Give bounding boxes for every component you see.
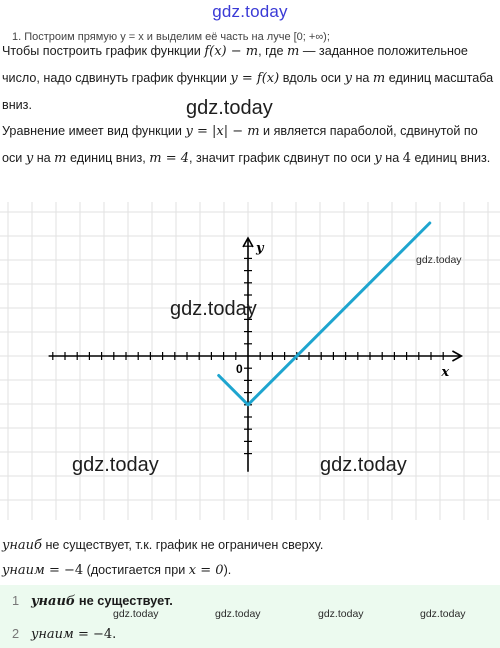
math-fx: f(x) − m [204, 44, 259, 59]
math-value: = −4. [73, 627, 117, 642]
math-ymax: yнаиб [31, 594, 76, 609]
text: не существует. [75, 593, 173, 608]
math-m: m [372, 71, 386, 86]
max-statement [2, 538, 323, 553]
watermark: gdz.today [416, 254, 462, 266]
text: вдоль оси [279, 71, 345, 85]
math-ymax: yнаиб [2, 538, 42, 553]
answers-panel [0, 585, 500, 648]
text: единиц вниз. [411, 151, 491, 165]
math-y: y [344, 71, 352, 86]
cut-off-line: 1. Построим прямую y = x и выделим её часть на луче [0; +∞); [12, 31, 330, 43]
watermark: gdz.today [320, 454, 407, 476]
watermark: gdz.today [72, 454, 159, 476]
answer-text [31, 626, 116, 642]
math-x-zero: x = 0 [188, 563, 224, 578]
answer-number: 1 [12, 593, 20, 608]
math-y-fx: y = f(x) [230, 71, 280, 86]
origin-label: 0 [236, 362, 243, 376]
text: единиц вниз, [66, 151, 150, 165]
text: ). [223, 563, 232, 577]
math-y: y [374, 151, 382, 166]
math-m: m [54, 151, 67, 166]
min-statement [2, 563, 231, 578]
math-ymin: yнаим [2, 563, 45, 578]
text: не существует, т.к. график не ограничен сверху. [41, 538, 324, 552]
watermark-top: gdz.today [212, 2, 288, 21]
y-axis-label: y [256, 241, 264, 256]
watermark: gdz.today [420, 608, 466, 620]
text: и является параболой, сдвинутой по оси [2, 124, 478, 165]
answer-text [31, 593, 173, 609]
watermark: gdz.today [170, 298, 257, 320]
math-y: y [25, 151, 34, 166]
text: Чтобы построить график функции [2, 44, 205, 58]
watermark: gdz.today [186, 97, 273, 119]
text: на [381, 151, 403, 165]
math-number: 4 [402, 151, 412, 166]
text: Уравнение имеет вид функции [2, 124, 186, 138]
watermark: gdz.today [113, 608, 159, 620]
text: единиц масштаба вниз. [2, 71, 494, 112]
text: — заданное положительное число, надо сдвинуть график функции [2, 44, 468, 85]
math-function: y = |x| − m [185, 124, 260, 139]
text: , где [258, 44, 287, 58]
explanation-paragraph-2 [2, 118, 496, 172]
x-axis-label: x [441, 365, 450, 380]
answer-number: 2 [12, 626, 20, 641]
watermark: gdz.today [215, 608, 261, 620]
watermark: gdz.today [318, 608, 364, 620]
math-ymin: yнаим [31, 627, 74, 642]
math-value: = −4 [44, 563, 84, 578]
text: (достигается при [83, 563, 189, 577]
text: , значит график сдвинут по оси [189, 151, 375, 165]
math-m: m [287, 44, 300, 59]
text: на [351, 71, 373, 85]
math-m-equals: m = 4 [149, 151, 190, 166]
text: на [33, 151, 55, 165]
